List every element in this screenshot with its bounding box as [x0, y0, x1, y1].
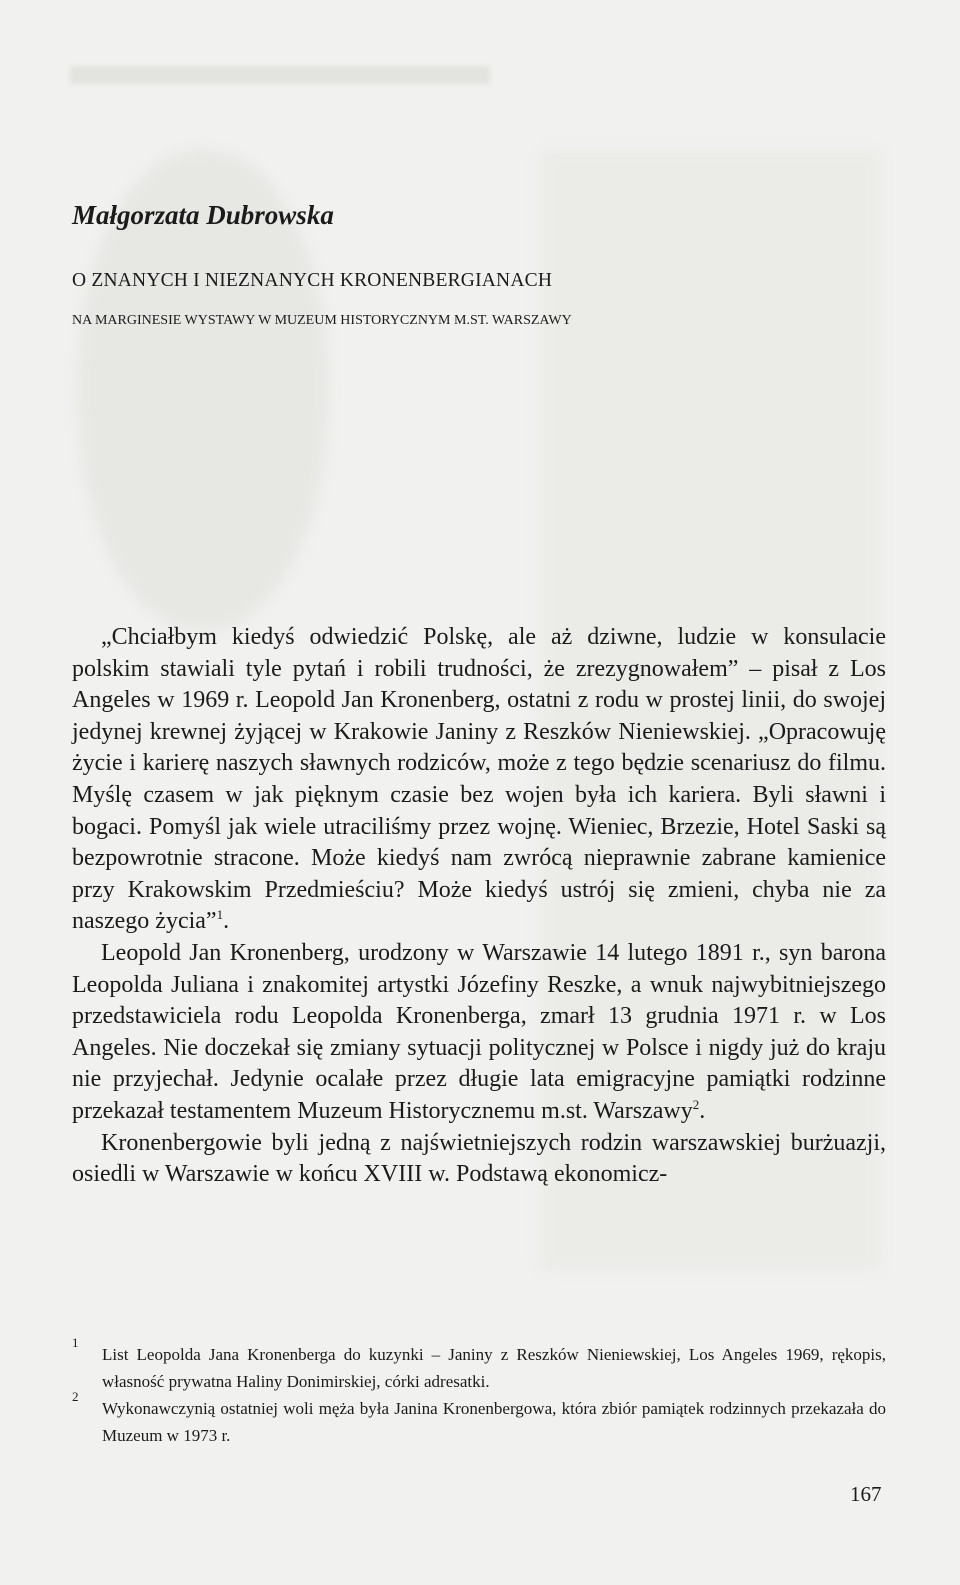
paragraph-end: . [699, 1097, 706, 1124]
paragraph-text: Leopold Jan Kronenberg, urodzony w Warszawie 14 lutego 1891 r., syn barona Leopolda Juliana i znakomitej artystki Józefiny Reszke, a wnuk najwybitniejszego przedstawiciela rodu Leopolda Kronenberga, zmarł 13 grudnia 1971 r. w Los Angeles. Nie doczekał się zmiany sytuacji politycznej w Polsce i nigdy już do kraju nie przyjechał. Jedynie ocalałe przez długie lata emigracyjne pamiątki rodzinne przekazał testamentem Muzeum Historycznemu m.st. Warszawy [72, 939, 886, 1124]
footnote-number: 2 [72, 1389, 79, 1404]
article-body [72, 622, 886, 1191]
footnote [72, 1389, 886, 1449]
paragraph-text: „Chciałbym kiedyś odwiedzić Polskę, ale aż dziwne, ludzie w konsulacie polskim stawiali tyle pytań i robili trudności, że zrezygnowałem” – pisał z Los Angeles w 1969 r. Leopold Jan Kronenberg, ostatni z rodu w prostej linii, do swojej jedynej krewnej żyjącej w Krakowie Janiny z Reszków Nieniewskiej. „Opracowuję życie i karierę naszych sławnych rodziców, może z tego będzie scenariusz do filmu. Myślę czasem w jak pięknym czasie bez wojen była ich kariera. Byli sławni i bogaci. Pomyśl jak wiele utraciliśmy przez wojnę. Wieniec, Brzezie, Hotel Saski są bezpowrotnie stracone. Może kiedyś nam zwrócą nieprawnie zabrane kamienice przy Krakowskim Przedmieściu? Może kiedyś ustrój się zmieni, chyba nie za naszego życia” [72, 624, 886, 935]
paragraph-text: Kronenbergowie byli jedną z najświetniejszych rodzin warszawskiej burżuazji, osiedli w Warszawie w końcu XVIII w. Podstawą ekonomicz- [72, 1129, 886, 1188]
paragraph [72, 1128, 886, 1191]
footnotes [72, 1335, 886, 1449]
footnote-ref[interactable]: 2 [692, 1096, 700, 1112]
page-number: 167 [850, 1482, 882, 1506]
paragraph [72, 622, 886, 938]
paragraph [72, 938, 886, 1128]
footnote-text: Wykonawczynią ostatniej woli męża była Janina Kronenbergowa, która zbiór pamiątek rodzinnych przekazała do Muzeum w 1973 r. [102, 1399, 886, 1445]
article-title: O ZNANYCH I NIEZNANYCH KRONENBERGIANACH [72, 270, 553, 291]
footnote-ref[interactable]: 1 [216, 907, 224, 923]
paragraph-end: . [223, 908, 230, 935]
footnote [72, 1335, 886, 1395]
footnote-text: List Leopolda Jana Kronenberga do kuzynki – Janiny z Reszków Nieniewskiej, Los Angeles 1969, rękopis, własność prywatna Haliny Donimirskiej, córki adresatki. [102, 1345, 886, 1391]
footnote-number: 1 [72, 1335, 79, 1350]
article-author: Małgorzata Dubrowska [72, 200, 334, 230]
article-subtitle: NA MARGINESIE WYSTAWY W MUZEUM HISTORYCZNYM M.ST. WARSZAWY [72, 313, 572, 328]
